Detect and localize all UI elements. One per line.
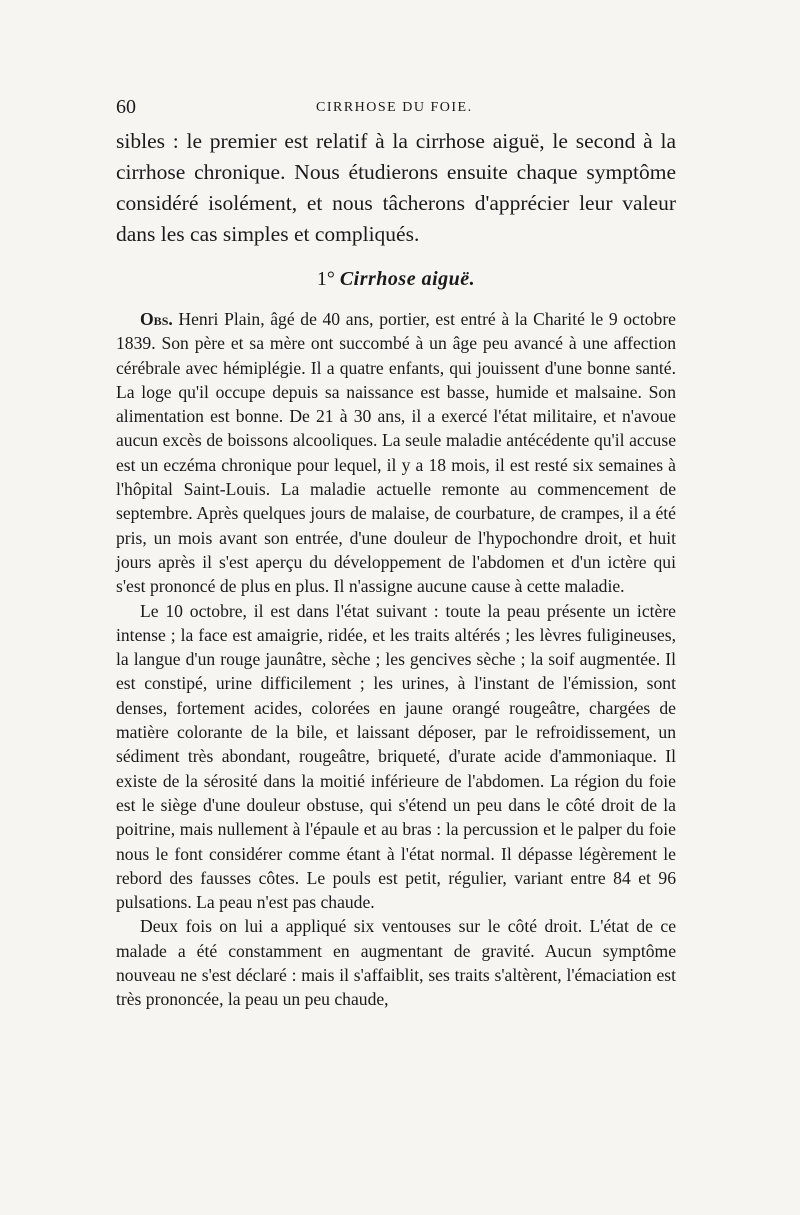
running-head — [116, 96, 676, 126]
section-number: 1° — [316, 268, 335, 290]
observation-text-2: Le 10 octobre, il est dans l'état suivant : toute la peau présente un ictère intense ; la face est amaigrie, ridée, et les traits altérés ; les lèvres fuligineuses, la langue d'un rouge jaunâtre, sèche ; les gencives sèche ; la soif augmentée. Il est constipé, urine difficilement ; les urines, à l'instant de l'émission, sont denses, fortement acides, colorées en jaune orangé rougeâtre, chargées de matière colorante de la bile, et laissant déposer, par le refroidissement, un sédiment très abondant, rougeâtre, briqueté, d'urate acide d'ammoniaque. Il existe de la sérosité dans la moitié inférieure de l'abdomen. La région du foie est le siège d'une douleur obstuse, qui s'étend un peu dans le côté droit de la poitrine, mais nullement à l'épaule et au bras : la percussion et le palper du foie nous le font considérer comme étant à l'état normal. Il dépasse légèrement le rebord des fausses côtes. Le pouls est petit, régulier, variant entre 84 et 96 pulsations. La peau n'est pas chaude. — [116, 600, 676, 913]
intro-text: sibles : le premier est relatif à la cirrhose aiguë, le second à la cirrhose chronique. Nous étudierons ensuite chaque symptôme considéré isolément, et nous tâcherons d'apprécier leur valeur dans les cas simples et compliqués. — [116, 129, 676, 246]
observation-paragraph-2 — [116, 599, 676, 915]
observation-paragraph-3 — [116, 914, 676, 1011]
intro-paragraph — [116, 126, 676, 250]
running-title: CIRRHOSE DU FOIE. — [316, 100, 473, 115]
section-heading — [116, 268, 676, 291]
observation-label: Obs. — [140, 309, 173, 329]
book-page — [116, 96, 676, 1012]
observation-text-1: Henri Plain, âgé de 40 ans, portier, est entré à la Charité le 9 octobre 1839. Son père et sa mère ont succombé à un âge peu avancé à une affection cérébrale avec hémiplégie. Il a quatre enfants, qui jouissent d'une bonne santé. La loge qu'il occupe depuis sa naissance est basse, humide et malsaine. Son alimentation est bonne. De 21 à 30 ans, il a exercé l'état militaire, et n'avoue aucun excès de boissons alcooliques. La seule maladie antécédente qu'il accuse est un eczéma chronique pour lequel, il y a 18 mois, il est resté six semaines à l'hôpital Saint-Louis. La maladie actuelle remonte au commencement de septembre. Après quelques jours de malaise, de courbature, de crampes, il a été pris, un mois avant son entrée, d'une douleur de l'hypochondre droit, et huit jours après il s'est aperçu du développement de l'abdomen et d'un ictère qui s'est prononcé de plus en plus. Il n'assigne aucune cause à cette maladie. — [116, 309, 676, 597]
observation-paragraph-1 — [116, 307, 676, 599]
page-number: 60 — [116, 96, 136, 118]
section-title: Cirrhose aiguë. — [339, 268, 476, 290]
observation-text-3: Deux fois on lui a appliqué six ventouses sur le côté droit. L'état de ce malade a été constamment en augmentant de gravité. Aucun symptôme nouveau ne s'est déclaré : mais il s'affaiblit, ses traits s'altèrent, l'émaciation est très prononcée, la peau un peu chaude, — [116, 916, 676, 1010]
observation-block — [116, 307, 676, 1012]
